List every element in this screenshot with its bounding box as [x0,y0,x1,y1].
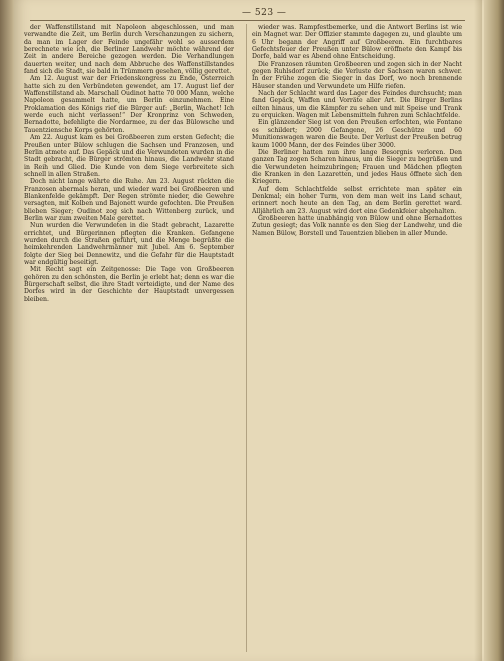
page-edge-right [484,0,504,661]
paragraph: Ein glänzender Sieg ist von den Preußen erfochten, wie Fontane es schildert; 2000 Gefangene, 26 Geschütze und 60 Munitionswagen waren die Beute. Der Verlust der Preußen betrug kaum 1000 Mann, der des Feindes über 3000. [252,119,462,149]
paragraph: Mit Recht sagt ein Zeitgenosse: Die Tage von Großbeeren gehören zu den schönsten, die Berlin je erlebt hat; denn es war die Bürgerschaft selbst, die ihre Stadt verteidigte, und der Name des Dorfes wird in der Geschichte der Hauptstadt unvergessen bleiben. [24,266,234,303]
paragraph: wieder was. Rampfestbemerke, und die Antwort Berlins ist wie ein Magnet war. Der Offizier stammte dagegen zu, und glaubte um 6 Uhr begann der Angriff auf Großbeeren. Ein furchtbares Gefechtsfeuer der Preußen unter Bülow eröffnete den Kampf bis Dorfe, bald war es Abend ohne Entscheidung. [252,24,462,61]
paragraph: der Waffenstillstand mit Napoleon abgeschlossen, und man verwandte die Zeit, um Berlin durch Verschanzungen zu sichern, da man im Lager der Feinde ungefähr wohl so ausserdem berechnete wie ich, die Berliner Landwehr möchte während der Zeit in andere Bereiche gezogen werden. Die Verhandlungen dauerten weiter, und nach dem Abbruche des Waffenstillstandes fand sich die Stadt, sie bald in Trümmern gesehen, völlig gerettet. [24,24,234,76]
paragraph: Die Berliner hatten nun ihre lange Besorgnis verloren. Den ganzen Tag zogen Scharen hinaus, um die Sieger zu begrüßen und die Verwundeten heimzubringen; Frauen und Mädchen pflegten die Kranken in den Lazaretten, und jedes Haus öffnete sich den Kriegern. [252,148,462,186]
paragraph: Die Franzosen räumten Großbeeren und zogen sich in der Nacht gegen Ruhlsdorf zurück; die Verluste der Sachsen waren schwer. In der Frühe zogen die Sieger in das Dorf, wo noch brennende Häuser standen und Verwundete um Hilfe riefen. [252,60,462,90]
paragraph: Großbeeren hatte unabhängig von Bülow und ohne Bernadottes Zutun gesiegt; das Volk nannte es den Sieg der Landwehr, und die Namen Bülow, Borstell und Tauentzien blieben in aller Munde. [252,214,462,237]
paragraph: Am 12. August war der Friedenskongress zu Ende, Österreich hatte sich zu den Verbündeten gewendet, am 17. August lief der Waffenstillstand ab. Marschall Oudinot hatte 70 000 Mann, welche Napoleon gesammelt hatte, um Berlin einzunehmen. Eine Proklamation des Königs rief die Bürger auf: „Berlin, Wachet! Ich werde euch nicht verlassen!“ Der Kronprinz von Schweden, Bernadotte, befehligte die Nordarmee, zu der das Bülowsche und Tauentziensche Korps gehörten. [24,75,234,134]
paper-stain [474,0,482,661]
header-rule [30,20,465,21]
paragraph: Am 22. August kam es bei Großbeeren zum ersten Gefecht; die Preußen unter Bülow schlugen die Sachsen und Franzosen, und Berlin atmete auf. Das Gepäck und die Verwundeten wurden in die Stadt gebracht, die Bürger strömten hinaus, die Landwehr stand in Reih und Glied. Die Kunde von dem Siege verbreitete sich schnell in allen Straßen. [24,134,234,178]
paragraph: Nach der Schlacht ward das Lager des Feindes durchsucht; man fand Gepäck, Waffen und Vorräte aller Art. Die Bürger Berlins eilten hinaus, um die Kämpfer zu sehen und mit Speise und Trank zu erquicken. Wagen mit Lebensmitteln fuhren zum Schlachtfelde. [252,90,462,120]
paragraph: Doch nicht lange währte die Ruhe. Am 23. August rückten die Franzosen abermals heran, und wieder ward bei Großbeeren und Blankenfelde gekämpft. Der Regen strömte nieder, die Gewehre versagten, mit Kolben und Bajonett wurde gefochten. Die Preußen blieben Sieger; Oudinot zog sich nach Wittenberg zurück, und Berlin war zum zweiten Male gerettet. [24,178,234,222]
page-number: — 523 — [242,8,287,18]
right-text-column [252,24,462,652]
column-divider [246,24,247,652]
paragraph: Auf dem Schlachtfelde selbst errichtete man später ein Denkmal; ein hoher Turm, von dem man weit ins Land schaut, erinnert noch heute an den Tag, an dem Berlin gerettet ward. Alljährlich am 23. August wird dort eine Gedenkfeier abgehalten. [252,185,462,215]
paragraph: Nun wurden die Verwundeten in die Stadt gebracht, Lazarette errichtet, und Bürgerinnen pflegten die Kranken. Gefangene wurden durch die Straßen geführt, und die Menge begrüßte die heimkehrenden Landwehrmänner mit Jubel. Am 6. September folgte der Sieg bei Dennewitz, und die Gefahr für die Hauptstadt war endgültig beseitigt. [24,222,234,266]
left-text-column [24,24,234,652]
